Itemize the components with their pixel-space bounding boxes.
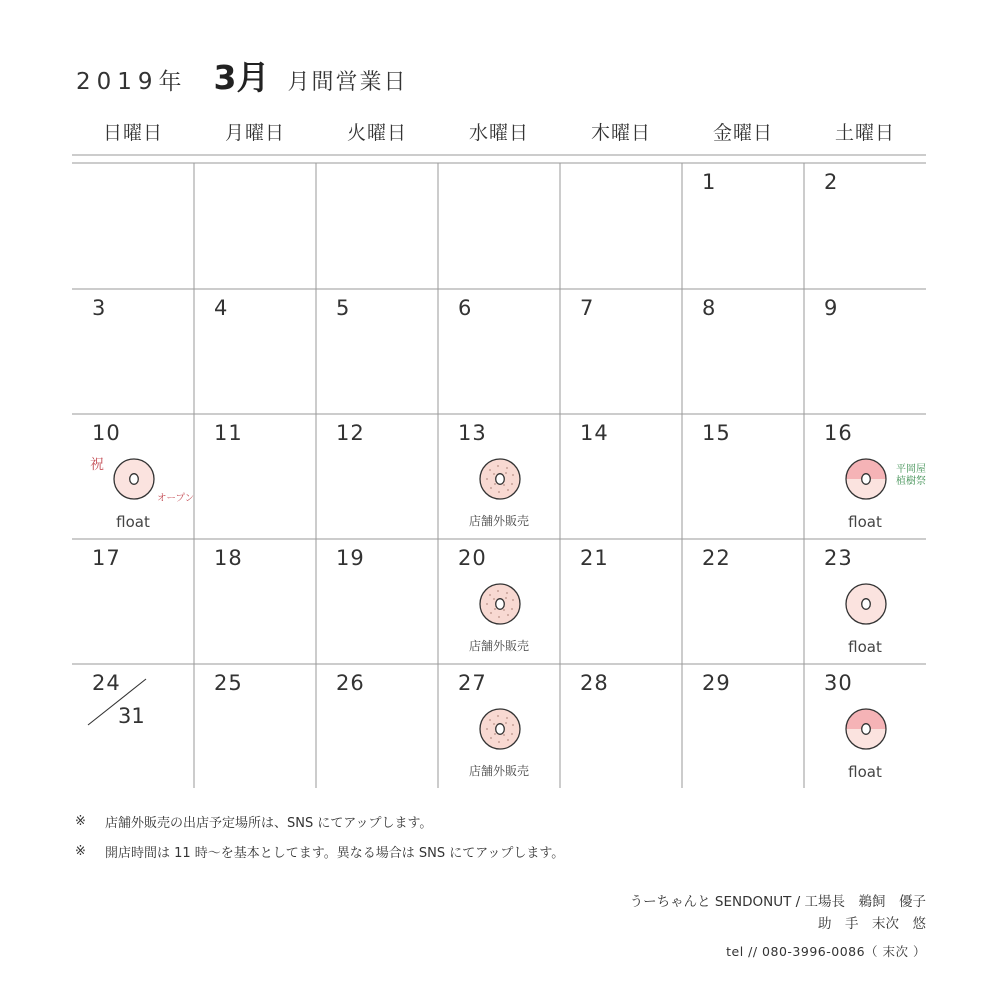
- month-label: 3月: [213, 58, 270, 97]
- note-item: [75, 806, 564, 836]
- day-cell-1: [682, 163, 804, 288]
- day-cell-17: [72, 539, 194, 664]
- credits: [630, 890, 926, 964]
- date-number: 12: [336, 421, 365, 445]
- day-cell-6: [438, 289, 560, 414]
- date-number: 9: [824, 296, 839, 320]
- day-cell-14: [560, 414, 682, 539]
- date-number: 23: [824, 546, 853, 570]
- holiday-label: 祝: [90, 457, 104, 473]
- date-number: 21: [580, 546, 609, 570]
- credits-line2: 助 手 末次 悠: [818, 916, 926, 932]
- weekday-tuesday: 火曜日: [346, 122, 407, 144]
- weekday-sunday: 日曜日: [102, 122, 163, 144]
- day-cell-30: [804, 664, 926, 789]
- day-cell-29: [682, 664, 804, 789]
- day-cell-25: [194, 664, 316, 789]
- note-text: 開店時間は 11 時〜を基本としてます。異なる場合は SNS にてアップします。: [105, 845, 565, 861]
- note-item: [75, 836, 564, 866]
- day-cell-3: [72, 289, 194, 414]
- day-cell-22: [682, 539, 804, 664]
- date-number: 2: [824, 170, 839, 194]
- date-number: 19: [336, 546, 365, 570]
- date-number: 5: [336, 296, 351, 320]
- date-number: 10: [92, 421, 121, 445]
- event-caption: float: [848, 763, 882, 781]
- date-number: 24: [92, 671, 121, 695]
- day-cell-24: [72, 664, 194, 789]
- donut-icon: [844, 707, 888, 751]
- day-cell-11: [194, 414, 316, 539]
- donut-icon: [478, 582, 522, 626]
- day-cell-20: [438, 539, 560, 664]
- day-cell-12: [316, 414, 438, 539]
- date-number: 30: [824, 671, 853, 695]
- day-cell-19: [316, 539, 438, 664]
- year-label: 2019年: [76, 69, 188, 95]
- date-number: 6: [458, 296, 473, 320]
- day-cell-27: [438, 664, 560, 789]
- date-number: 27: [458, 671, 487, 695]
- date-number: 22: [702, 546, 731, 570]
- weekday-monday: 月曜日: [224, 122, 285, 144]
- donut-icon: [478, 457, 522, 501]
- date-number: 28: [580, 671, 609, 695]
- day-cell-10: [72, 414, 194, 539]
- date-number: 20: [458, 546, 487, 570]
- day-cell-8: [682, 289, 804, 414]
- event-note: 平岡屋 植樹祭: [896, 464, 926, 487]
- donut-icon: [844, 457, 888, 501]
- day-cell-empty: [316, 163, 438, 288]
- date-number: 3: [92, 296, 107, 320]
- event-caption: 店舗外販売: [468, 514, 529, 528]
- day-cell-15: [682, 414, 804, 539]
- day-cell-9: [804, 289, 926, 414]
- date-number: 26: [336, 671, 365, 695]
- day-cell-16: [804, 414, 926, 539]
- event-caption: float: [848, 513, 882, 531]
- note-mark: ※: [75, 813, 86, 829]
- date-number: 14: [580, 421, 609, 445]
- day-cell-18: [194, 539, 316, 664]
- day-cell-empty: [72, 163, 194, 288]
- day-cell-empty: [438, 163, 560, 288]
- day-cell-23: [804, 539, 926, 664]
- day-cell-empty: [194, 163, 316, 288]
- donut-icon: [112, 457, 156, 501]
- date-number: 11: [214, 421, 243, 445]
- date-number: 18: [214, 546, 243, 570]
- donut-icon: [478, 707, 522, 751]
- day-cell-4: [194, 289, 316, 414]
- donut-icon: [844, 582, 888, 626]
- credits-tel: tel // 080-3996-0086（ 末次 ）: [726, 944, 926, 959]
- date-number: 17: [92, 546, 121, 570]
- notes: [75, 806, 564, 866]
- weekday-saturday: 土曜日: [834, 122, 895, 144]
- event-caption: float: [116, 513, 150, 531]
- date-number: 29: [702, 671, 731, 695]
- date-number: 15: [702, 421, 731, 445]
- date-number: 4: [214, 296, 229, 320]
- event-caption: 店舗外販売: [468, 639, 529, 653]
- weekday-thursday: 木曜日: [590, 122, 651, 144]
- weekday-wednesday: 水曜日: [468, 122, 529, 144]
- date-number-extra: 31: [118, 704, 145, 728]
- date-number: 7: [580, 296, 595, 320]
- day-cell-28: [560, 664, 682, 789]
- event-caption: 店舗外販売: [468, 764, 529, 778]
- weekday-friday: 金曜日: [712, 122, 773, 144]
- date-number: 16: [824, 421, 853, 445]
- subtitle-label: 月間営業日: [287, 70, 408, 95]
- calendar-title: [76, 52, 408, 99]
- day-cell-empty: [560, 163, 682, 288]
- note-text: 店舗外販売の出店予定場所は、SNS にてアップします。: [105, 815, 433, 831]
- day-cell-26: [316, 664, 438, 789]
- day-cell-7: [560, 289, 682, 414]
- date-number: 8: [702, 296, 717, 320]
- note-mark: ※: [75, 843, 86, 859]
- date-number: 25: [214, 671, 243, 695]
- day-cell-21: [560, 539, 682, 664]
- day-cell-2: [804, 163, 926, 288]
- weekday-header: [72, 118, 926, 148]
- date-number: 1: [702, 170, 717, 194]
- day-cell-5: [316, 289, 438, 414]
- event-caption: float: [848, 638, 882, 656]
- credits-line1: うーちゃんと SENDONUT / 工場長 鵜飼 優子: [629, 894, 926, 910]
- date-number: 13: [458, 421, 487, 445]
- opening-note: オープン: [157, 493, 195, 504]
- day-cell-13: [438, 414, 560, 539]
